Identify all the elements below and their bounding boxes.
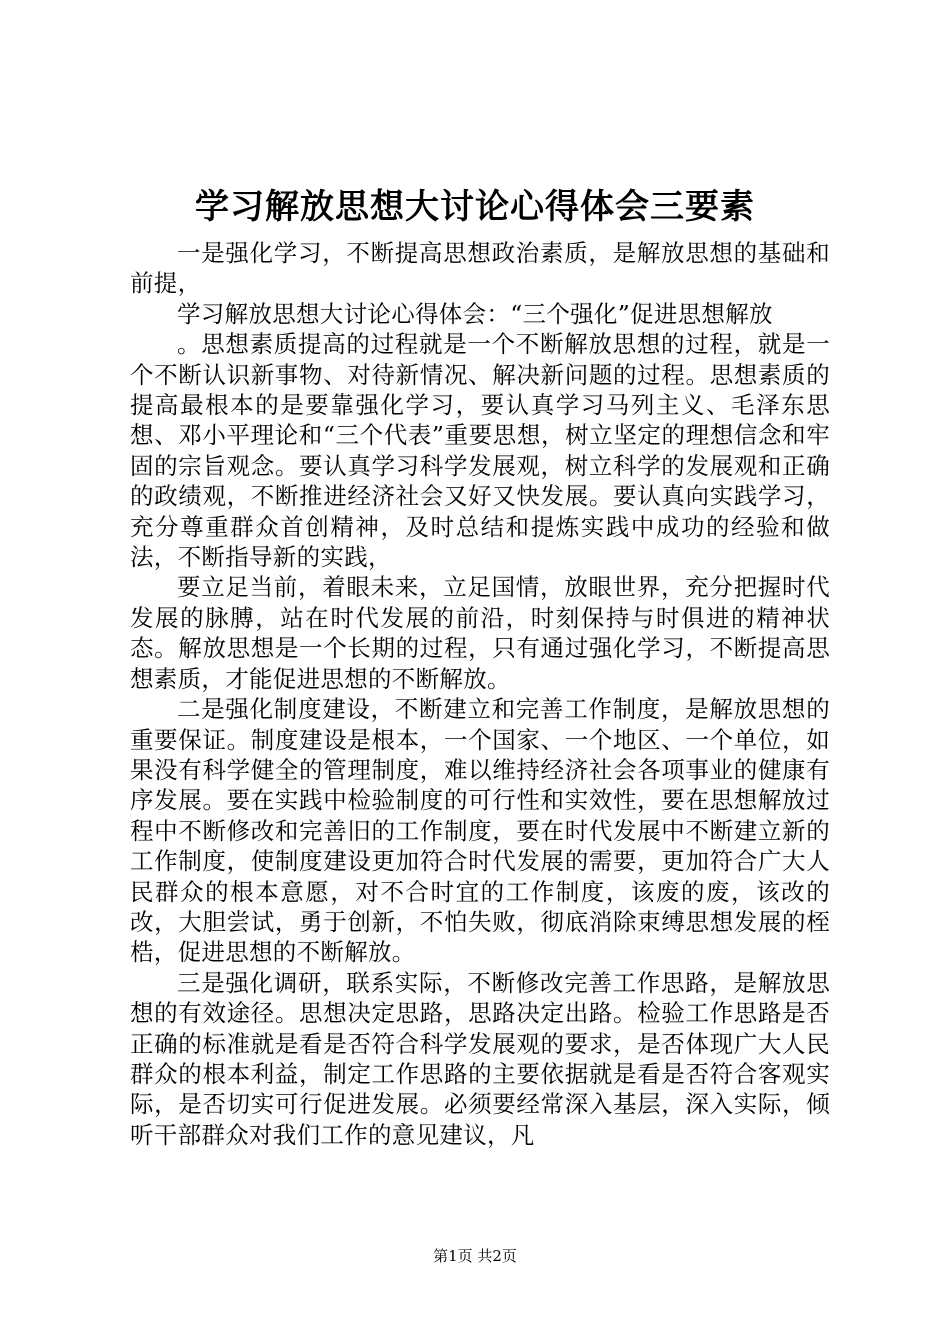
- paragraph: 一是强化学习，不断提高思想政治素质，是解放思想的基础和前提，: [130, 239, 830, 298]
- page-footer: 第1页 共2页: [433, 1247, 517, 1265]
- document-title: 学习解放思想大讨论心得体会三要素: [195, 187, 755, 227]
- paragraph: 二是强化制度建设，不断建立和完善工作制度，是解放思想的重要保证。制度建设是根本，一个国家、一个地区、一个单位，如果没有科学健全的管理制度，难以维持经济社会各项事业的健康有序发展。要在实践中检验制度的可行性和实效性，要在思想解放过程中不断修改和完善旧的工作制度，要在时代发展中不断建立新的工作制度，使制度建设更加符合时代发展的需要，更加符合广大人民群众的根本意愿，对不合时宜的工作制度，该废的废，该改的改，大胆尝试，勇于创新，不怕失败，彻底消除束缚思想发展的桎梏，促进思想的不断解放。: [130, 695, 830, 967]
- paragraph: 学习解放思想大讨论心得体会：“三个强化”促进思想解放: [177, 299, 773, 328]
- paragraph: 三是强化调研，联系实际，不断修改完善工作思路，是解放思想的有效途径。思想决定思路，思路决定出路。检验工作思路是否正确的标准就是看是否符合科学发展观的要求，是否体现广大人民群众的根本利益，制定工作思路的主要依据就是看是否符合客观实际，是否切实可行促进发展。必须要经常深入基层，深入实际，倾听干部群众对我们工作的意见建议，凡: [130, 968, 830, 1149]
- document-body: [130, 238, 830, 1150]
- paragraph: 要立足当前，着眼未来，立足国情，放眼世界，充分把握时代发展的脉膊，站在时代发展的前沿，时刻保持与时俱进的精神状态。解放思想是一个长期的过程，只有通过强化学习，不断提高思想素质，才能促进思想的不断解放。: [130, 573, 830, 693]
- paragraph: 。思想素质提高的过程就是一个不断解放思想的过程，就是一个不断认识新事物、对待新情况、解决新问题的过程。思想素质的提高最根本的是要靠强化学习，要认真学习马列主义、毛泽东思想、邓小平理论和“三个代表”重要思想，树立坚定的理想信念和牢固的宗旨观念。要认真学习科学发展观，树立科学的发展观和正确的政绩观，不断推进经济社会又好又快发展。要认真向实践学习，充分尊重群众首创精神，及时总结和提炼实践中成功的经验和做法，不断指导新的实践，: [130, 330, 830, 572]
